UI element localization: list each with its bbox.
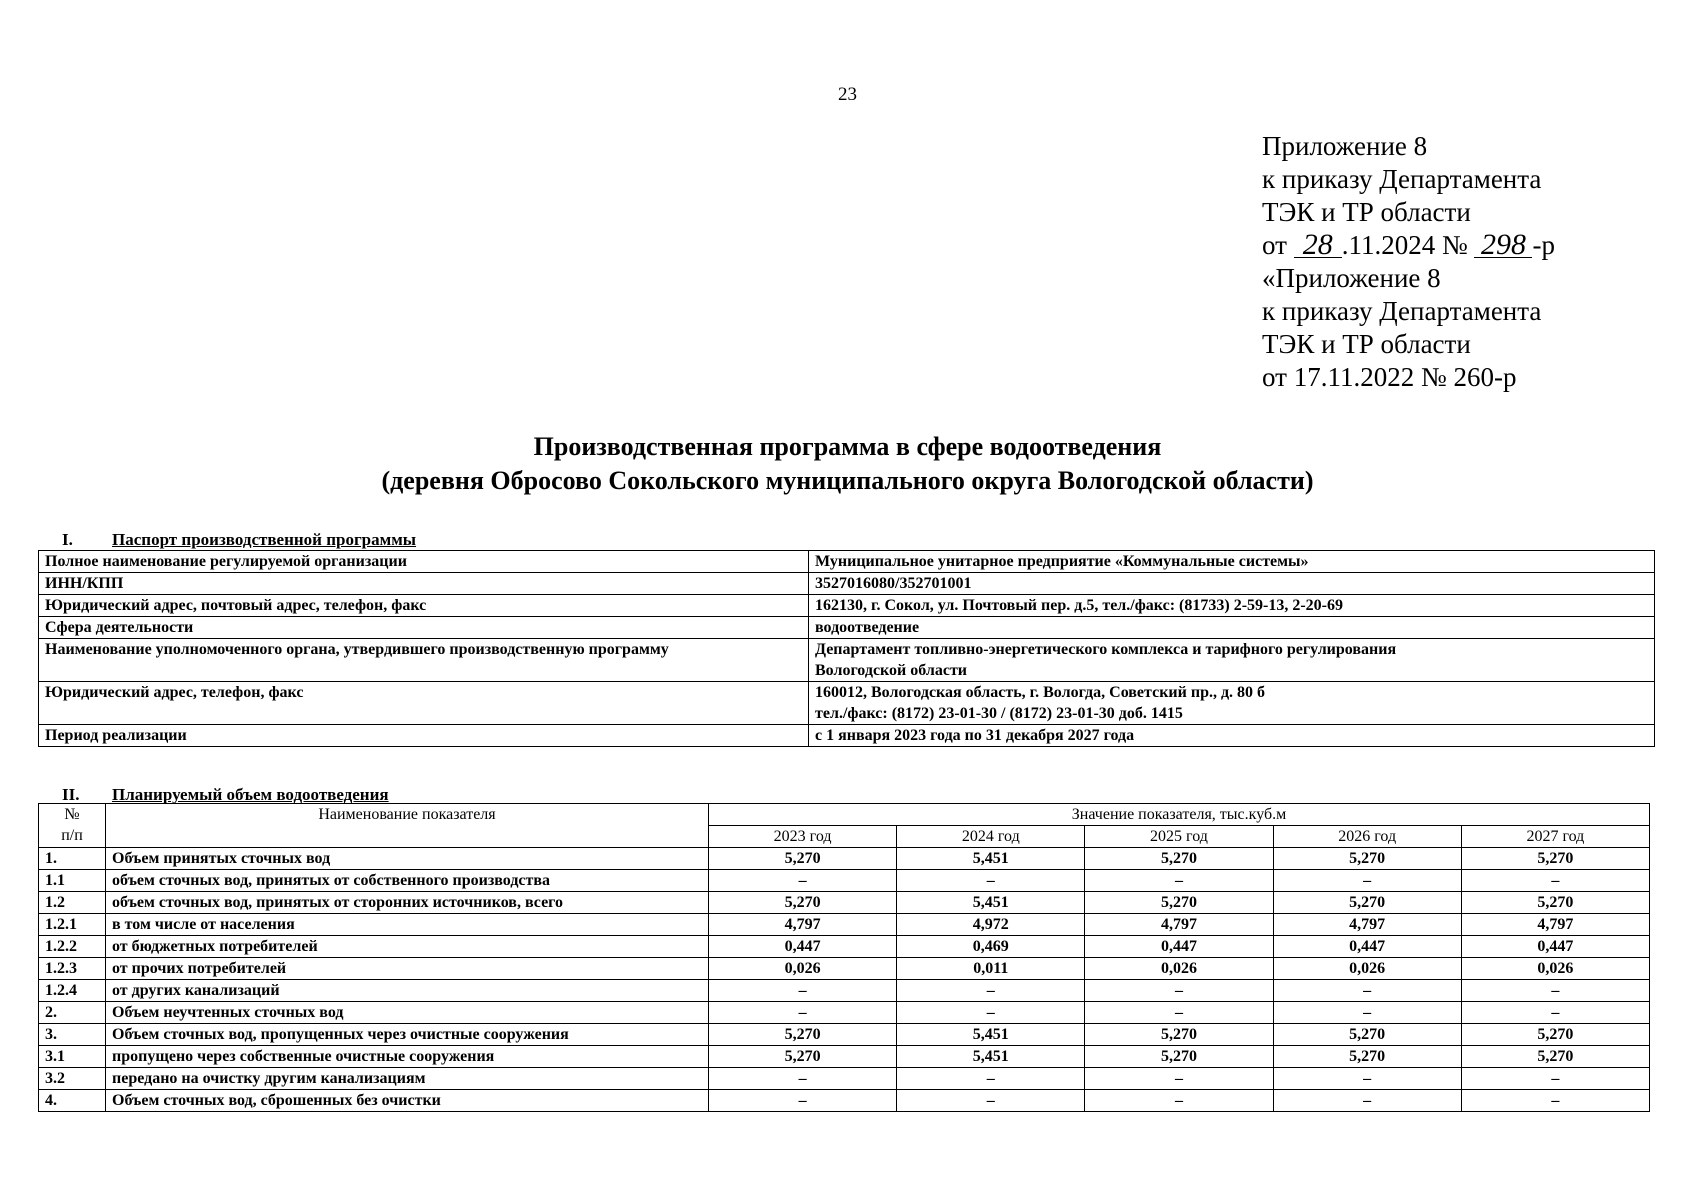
- header-year: 2027 год: [1461, 826, 1649, 848]
- row-indicator-name: объем сточных вод, принятых от сторонних источников, всего: [106, 892, 709, 914]
- table-row: [39, 870, 1650, 892]
- row-value-cell: –: [1085, 1002, 1273, 1024]
- handwritten-order-number: 298: [1474, 233, 1532, 258]
- row-number: 1.2: [39, 892, 106, 914]
- row-value-cell: 5,270: [1273, 848, 1461, 870]
- passport-label: Период реализации: [39, 725, 809, 747]
- row-value-cell: –: [1273, 1090, 1461, 1112]
- passport-row: [39, 617, 1655, 639]
- row-value-cell: 0,447: [1461, 936, 1649, 958]
- row-value-cell: 4,797: [1085, 914, 1273, 936]
- passport-label: Юридический адрес, почтовый адрес, телефон, факс: [39, 595, 809, 617]
- passport-row: [39, 725, 1655, 747]
- header-year: 2026 год: [1273, 826, 1461, 848]
- row-value-cell: –: [709, 1090, 897, 1112]
- table-header-row: [39, 804, 1650, 826]
- table-row: [39, 1024, 1650, 1046]
- row-value-cell: –: [897, 980, 1085, 1002]
- row-number: 1.2.4: [39, 980, 106, 1002]
- passport-value: [809, 551, 1655, 573]
- header-year: 2024 год: [897, 826, 1085, 848]
- row-value-cell: –: [897, 870, 1085, 892]
- row-value-cell: –: [1461, 1068, 1649, 1090]
- row-value-cell: 5,451: [897, 848, 1085, 870]
- passport-row: [39, 595, 1655, 617]
- row-indicator-name: передано на очистку другим канализациям: [106, 1068, 709, 1090]
- row-number: 1.1: [39, 870, 106, 892]
- passport-row: [39, 573, 1655, 595]
- appendix-line: Приложение 8: [1262, 131, 1428, 161]
- volume-table: [38, 803, 1650, 1112]
- row-value-cell: –: [709, 870, 897, 892]
- row-value-cell: –: [709, 980, 897, 1002]
- row-number: 2.: [39, 1002, 106, 1024]
- header-year: 2025 год: [1085, 826, 1273, 848]
- row-value-cell: –: [1085, 980, 1273, 1002]
- passport-value: [809, 617, 1655, 639]
- section-2-heading: [62, 785, 389, 805]
- header-number-line: №: [64, 806, 80, 823]
- passport-value-line: 160012, Вологодская область, г. Вологда, Советский пр., д. 80 б: [815, 684, 1266, 701]
- appendix-block: [1262, 130, 1555, 394]
- row-number: 1.: [39, 848, 106, 870]
- row-value-cell: –: [709, 1068, 897, 1090]
- row-value-cell: 5,270: [709, 1046, 897, 1068]
- row-value-cell: 5,270: [1085, 892, 1273, 914]
- row-value-cell: 5,270: [709, 892, 897, 914]
- row-value-cell: 5,270: [1085, 848, 1273, 870]
- row-value-cell: 0,026: [1273, 958, 1461, 980]
- row-value-cell: –: [1085, 1068, 1273, 1090]
- row-value-cell: –: [1273, 1002, 1461, 1024]
- appendix-order-line: [1262, 229, 1555, 262]
- row-value-cell: –: [1273, 870, 1461, 892]
- row-value-cell: –: [1461, 1002, 1649, 1024]
- passport-value: [809, 595, 1655, 617]
- passport-value: [809, 573, 1655, 595]
- section-number: II.: [62, 785, 80, 804]
- passport-value-line: Департамент топливно-энергетического комплекса и тарифного регулирования: [815, 641, 1397, 658]
- appendix-line: «Приложение 8: [1262, 263, 1441, 293]
- header-year: 2023 год: [709, 826, 897, 848]
- page-number: 23: [838, 84, 857, 105]
- row-value-cell: 5,270: [1085, 1024, 1273, 1046]
- row-number: 1.2.3: [39, 958, 106, 980]
- table-row: [39, 914, 1650, 936]
- row-number: 1.2.1: [39, 914, 106, 936]
- row-number: 4.: [39, 1090, 106, 1112]
- passport-value-line: тел./факс: (8172) 23-01-30 / (8172) 23-01-30 доб. 1415: [815, 705, 1183, 722]
- passport-table: [38, 550, 1655, 747]
- row-value-cell: –: [1085, 1090, 1273, 1112]
- passport-label: ИНН/КПП: [39, 573, 809, 595]
- row-indicator-name: от других канализаций: [106, 980, 709, 1002]
- row-value-cell: 4,797: [1273, 914, 1461, 936]
- passport-value: [809, 725, 1655, 747]
- row-indicator-name: пропущено через собственные очистные сооружения: [106, 1046, 709, 1068]
- row-value-cell: 5,270: [709, 848, 897, 870]
- row-indicator-name: в том числе от населения: [106, 914, 709, 936]
- passport-value: [809, 639, 1655, 682]
- row-number: 3.1: [39, 1046, 106, 1068]
- row-value-cell: 5,270: [1273, 1046, 1461, 1068]
- row-value-cell: –: [1273, 1068, 1461, 1090]
- row-value-cell: 5,270: [1085, 1046, 1273, 1068]
- table-row: [39, 958, 1650, 980]
- row-indicator-name: от бюджетных потребителей: [106, 936, 709, 958]
- header-indicator-name: Наименование показателя: [106, 804, 709, 848]
- order-suffix: -р: [1532, 230, 1555, 260]
- appendix-line: ТЭК и ТР области: [1262, 197, 1471, 227]
- row-value-cell: –: [709, 1002, 897, 1024]
- section-number: I.: [62, 530, 73, 549]
- row-value-cell: 5,451: [897, 1046, 1085, 1068]
- section-title: Планируемый объем водоотведения: [112, 785, 389, 804]
- section-title: Паспорт производственной программы: [112, 530, 417, 549]
- title-line-2: (деревня Обросово Сокольского муниципального округа Вологодской области): [381, 466, 1314, 495]
- passport-value: [809, 682, 1655, 725]
- row-value-cell: –: [1085, 870, 1273, 892]
- row-value-cell: 0,469: [897, 936, 1085, 958]
- handwritten-order-day: 28: [1294, 233, 1342, 258]
- row-indicator-name: от прочих потребителей: [106, 958, 709, 980]
- passport-value-line: 3527016080/352701001: [815, 575, 972, 592]
- row-value-cell: –: [897, 1090, 1085, 1112]
- table-row: [39, 1090, 1650, 1112]
- table-row: [39, 980, 1650, 1002]
- table-row: [39, 1046, 1650, 1068]
- appendix-line: от 17.11.2022 № 260-р: [1262, 362, 1517, 392]
- row-value-cell: 0,011: [897, 958, 1085, 980]
- passport-label: Юридический адрес, телефон, факс: [39, 682, 809, 725]
- passport-value-line: водоотведение: [815, 619, 920, 636]
- appendix-line: к приказу Департамента: [1262, 164, 1542, 194]
- row-value-cell: –: [1273, 980, 1461, 1002]
- row-value-cell: 0,026: [1085, 958, 1273, 980]
- header-value-group: Значение показателя, тыс.куб.м: [709, 804, 1650, 826]
- table-row: [39, 892, 1650, 914]
- document-title: [0, 430, 1695, 498]
- passport-value-line: с 1 января 2023 года по 31 декабря 2027 года: [815, 727, 1135, 744]
- row-value-cell: 5,270: [1461, 892, 1649, 914]
- row-indicator-name: Объем неучтенных сточных вод: [106, 1002, 709, 1024]
- row-value-cell: –: [1461, 870, 1649, 892]
- row-value-cell: 0,447: [1273, 936, 1461, 958]
- row-value-cell: 5,270: [1461, 1024, 1649, 1046]
- row-value-cell: 5,270: [1461, 848, 1649, 870]
- section-1-heading: [62, 530, 416, 550]
- row-value-cell: 0,447: [1085, 936, 1273, 958]
- row-value-cell: –: [897, 1068, 1085, 1090]
- row-indicator-name: Объем принятых сточных вод: [106, 848, 709, 870]
- row-number: 1.2.2: [39, 936, 106, 958]
- row-value-cell: –: [897, 1002, 1085, 1024]
- row-value-cell: –: [1461, 980, 1649, 1002]
- passport-label: Наименование уполномоченного органа, утвердившего производственную программу: [39, 639, 809, 682]
- row-value-cell: 4,797: [709, 914, 897, 936]
- appendix-line: ТЭК и ТР области: [1262, 329, 1471, 359]
- passport-value-line: Муниципальное унитарное предприятие «Коммунальные системы»: [815, 553, 1309, 570]
- row-value-cell: –: [1461, 1090, 1649, 1112]
- passport-value-line: 162130, г. Сокол, ул. Почтовый пер. д.5, тел./факс: (81733) 2-59-13, 2-20-69: [815, 597, 1344, 614]
- header-number: [39, 804, 106, 848]
- passport-label: Сфера деятельности: [39, 617, 809, 639]
- table-row: [39, 936, 1650, 958]
- row-indicator-name: Объем сточных вод, пропущенных через очистные сооружения: [106, 1024, 709, 1046]
- passport-row: [39, 639, 1655, 682]
- row-indicator-name: объем сточных вод, принятых от собственного производства: [106, 870, 709, 892]
- row-number: 3.: [39, 1024, 106, 1046]
- row-value-cell: 5,270: [1461, 1046, 1649, 1068]
- row-value-cell: 5,451: [897, 892, 1085, 914]
- row-value-cell: 5,270: [1273, 892, 1461, 914]
- table-row: [39, 1068, 1650, 1090]
- row-number: 3.2: [39, 1068, 106, 1090]
- row-value-cell: 5,270: [709, 1024, 897, 1046]
- row-value-cell: 5,451: [897, 1024, 1085, 1046]
- row-value-cell: 5,270: [1273, 1024, 1461, 1046]
- appendix-line: к приказу Департамента: [1262, 296, 1542, 326]
- row-value-cell: 4,972: [897, 914, 1085, 936]
- order-mid: .11.2024 №: [1341, 230, 1468, 260]
- row-value-cell: 0,447: [709, 936, 897, 958]
- order-prefix: от: [1262, 230, 1287, 260]
- passport-row: [39, 682, 1655, 725]
- row-value-cell: 0,026: [1461, 958, 1649, 980]
- passport-row: [39, 551, 1655, 573]
- table-row: [39, 848, 1650, 870]
- passport-label: Полное наименование регулируемой организации: [39, 551, 809, 573]
- row-indicator-name: Объем сточных вод, сброшенных без очистки: [106, 1090, 709, 1112]
- title-line-1: Производственная программа в сфере водоотведения: [533, 432, 1162, 461]
- row-value-cell: 4,797: [1461, 914, 1649, 936]
- table-row: [39, 1002, 1650, 1024]
- row-value-cell: 0,026: [709, 958, 897, 980]
- passport-value-line: Вологодской области: [815, 662, 968, 679]
- header-number-line: п/п: [61, 827, 83, 844]
